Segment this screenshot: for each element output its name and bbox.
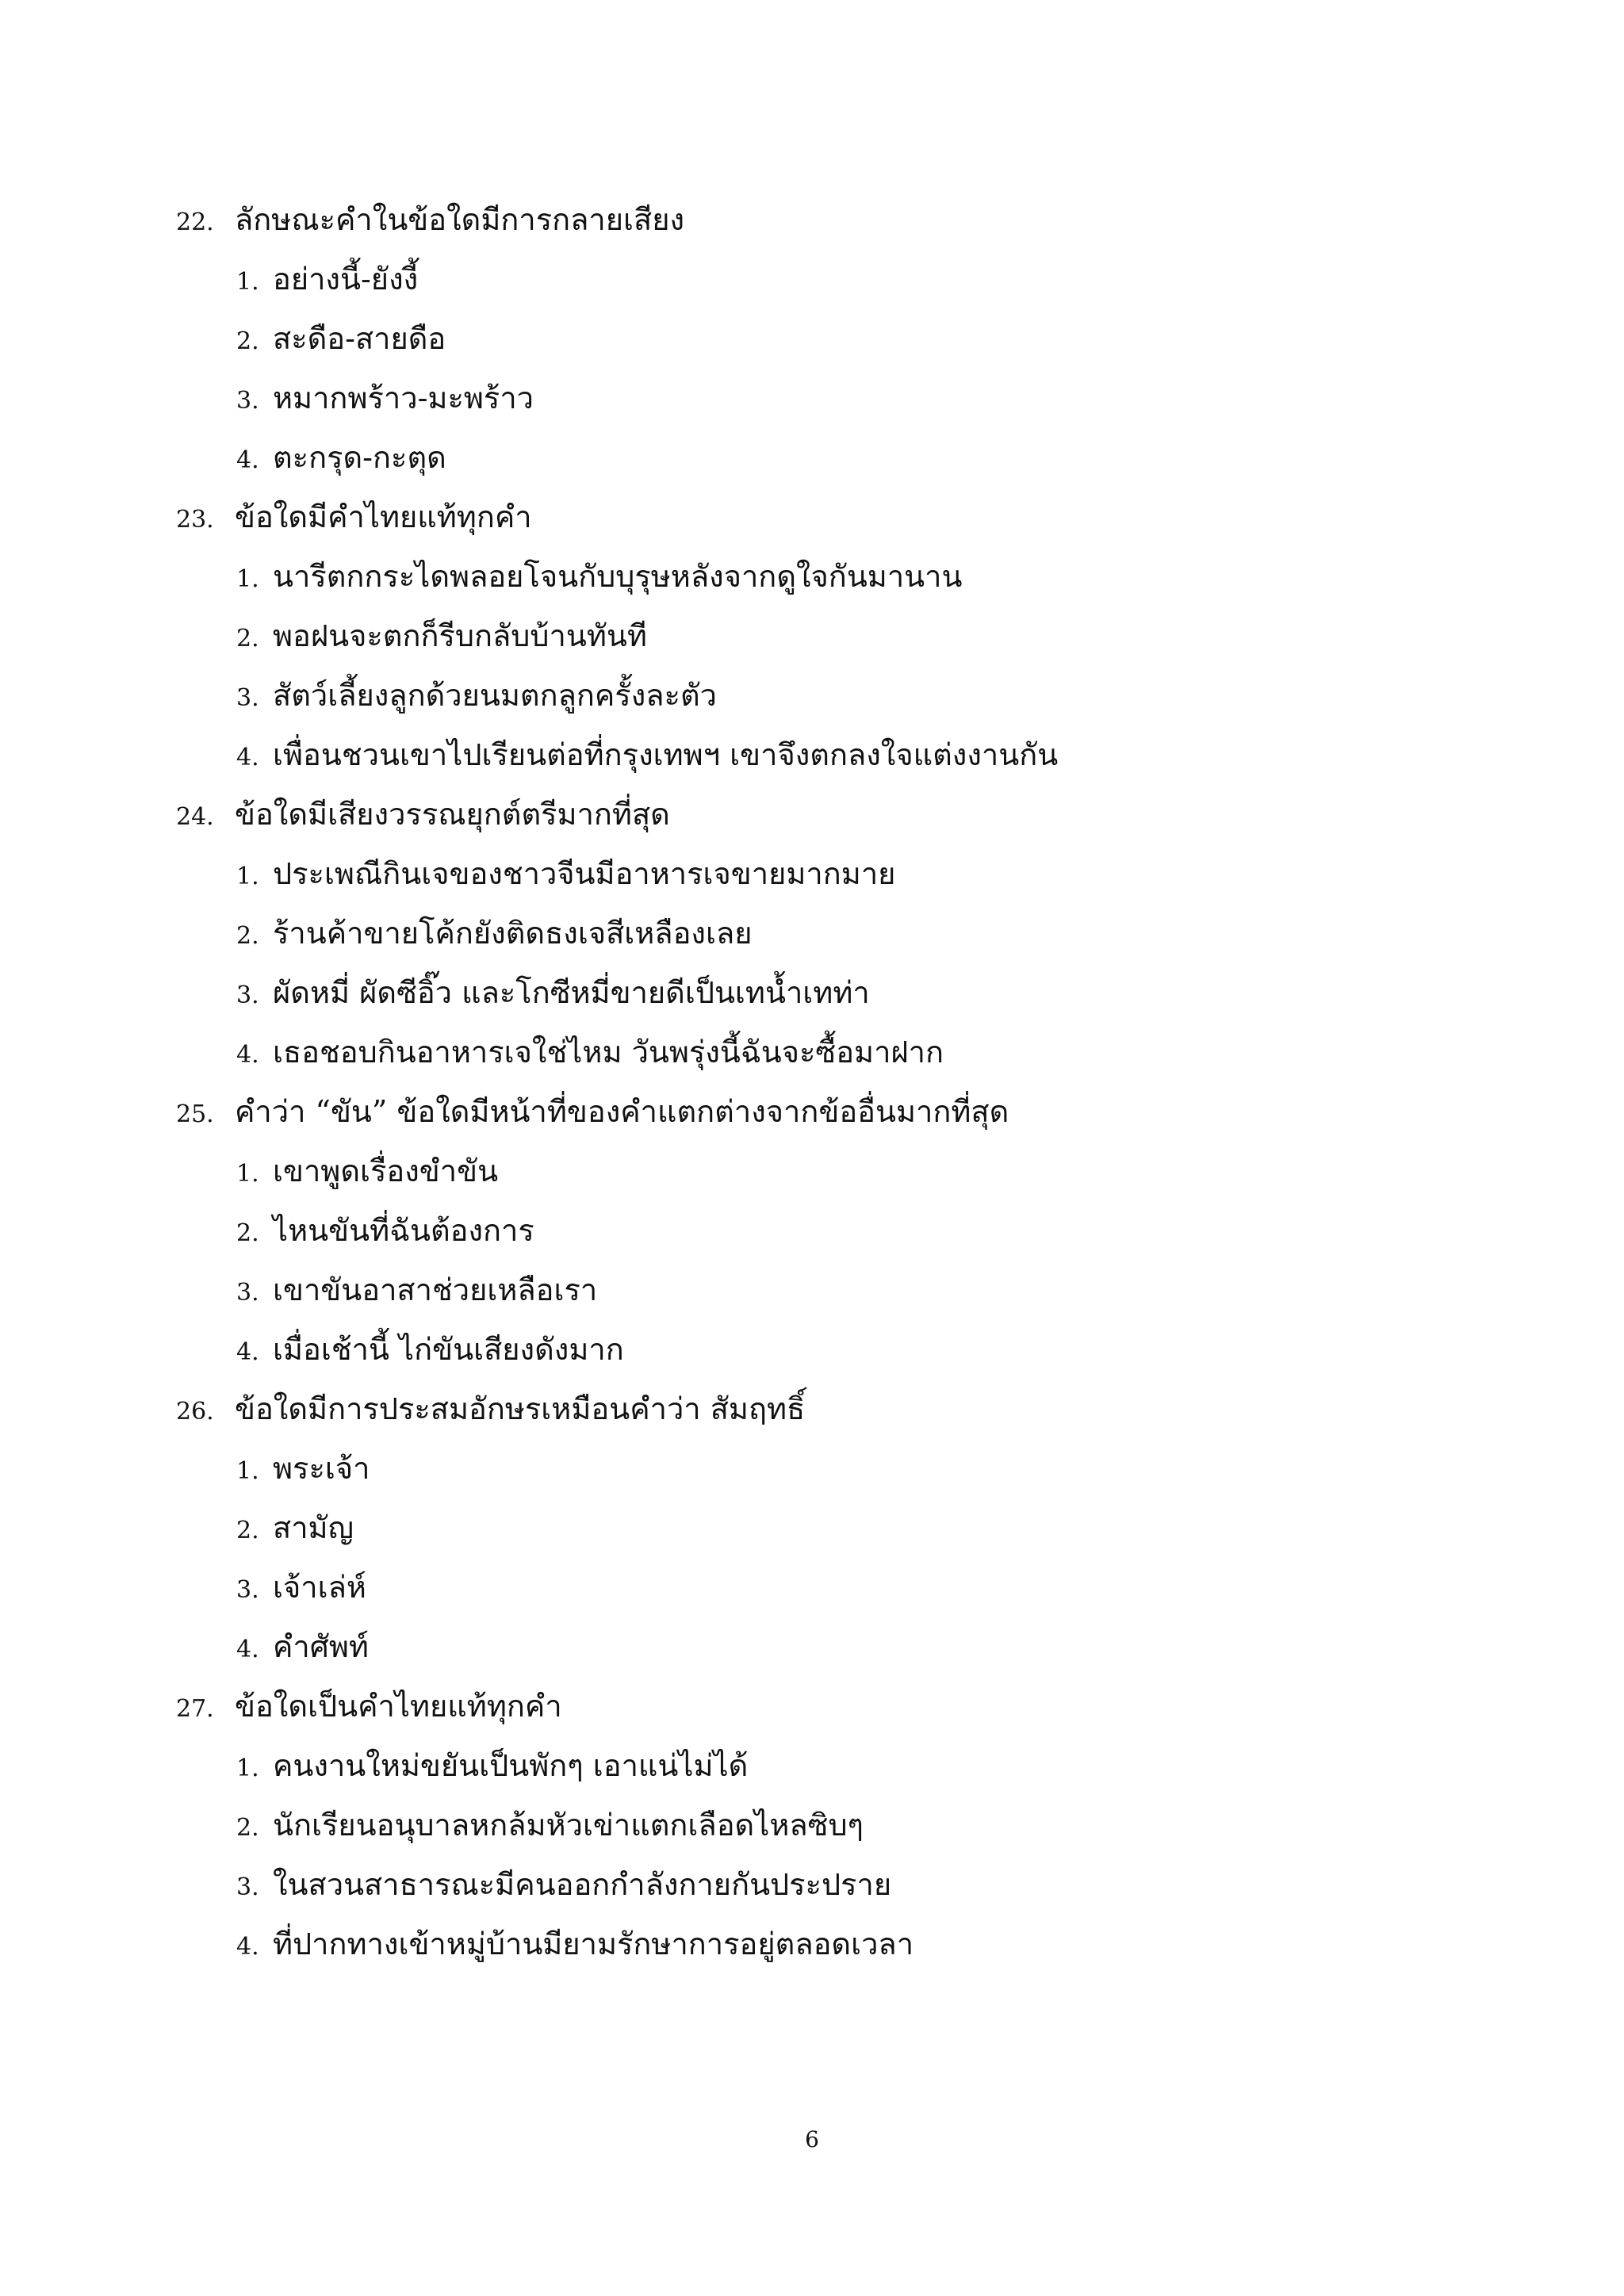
choice-number: 1. [236,1755,259,1782]
question-text: ลักษณะคำในข้อใดมีการกลายเสียง [235,202,685,237]
question-number: 27. [176,1695,214,1723]
choice-text: เพื่อนชวนเขาไปเรียนต่อที่กรุงเทพฯ เขาจึงตกลงใจแต่งงานกัน [273,737,1059,772]
choice-item [236,1439,1484,1498]
question-24 [176,785,1484,1082]
question-stem [176,1677,1484,1736]
page-number: 6 [805,2126,819,2152]
choice-number: 3. [236,1873,259,1901]
choice-number: 1. [236,1457,259,1485]
choice-number: 3. [236,684,259,712]
choice-text: เมื่อเช้านี้ ไก่ขันเสียงดังมาก [273,1332,624,1367]
choice-number: 2. [236,1517,259,1544]
choice-number: 3. [236,1576,259,1604]
choice-text: ประเพณีกินเจของชาวจีนมีอาหารเจขายมากมาย [273,856,896,891]
choice-item [236,1796,1484,1855]
choice-number: 1. [236,863,259,890]
question-stem [176,1380,1484,1439]
choice-number: 3. [236,387,259,415]
choice-number: 2. [236,1219,259,1247]
choice-text: สามัญ [273,1510,354,1545]
choice-item [236,428,1484,488]
question-list [176,190,1484,1974]
choice-item [236,1320,1484,1380]
choice-number: 2. [236,1814,259,1842]
question-text: ข้อใดเป็นคำไทยแท้ทุกคำ [235,1689,562,1724]
choice-item [236,309,1484,369]
choice-number: 4. [236,744,259,771]
choice-item [236,1498,1484,1558]
choice-text: นักเรียนอนุบาลหกล้มหัวเข่าแตกเลือดไหลซิบๆ [273,1808,864,1843]
question-text: ข้อใดมีคำไทยแท้ทุกคำ [235,499,532,534]
choice-item [236,547,1484,607]
choice-item [236,1023,1484,1082]
choice-text: ไหนขันที่ฉันต้องการ [273,1213,534,1248]
choice-text: เขาขันอาสาช่วยเหลือเรา [273,1272,598,1307]
choice-text: คำศัพท์ [273,1629,369,1664]
choice-text: เธอชอบกินอาหารเจใช่ไหม วันพรุ่งนี้ฉันจะซื้อมาฝาก [273,1035,944,1070]
choice-text: ในสวนสาธารณะมีคนออกกำลังกายกันประปราย [273,1867,892,1902]
question-number: 24. [176,803,214,831]
choice-text: ผัดหมี่ ผัดซีอิ๊ว และโกซีหมี่ขายดีเป็นเทน้ำเทท่า [273,975,870,1010]
choice-number: 1. [236,565,259,593]
choice-number: 2. [236,625,259,652]
choice-item [236,250,1484,309]
choice-number: 4. [236,446,259,474]
choice-item [236,1142,1484,1201]
choice-number: 1. [236,268,259,296]
choice-text: ร้านค้าขายโค้กยังติดธงเจสีเหลืองเลย [273,916,753,951]
question-23 [176,488,1484,785]
question-number: 26. [176,1398,214,1425]
choice-text: อย่างนี้-ยังงี้ [273,262,419,297]
choice-item [236,1915,1484,1974]
choice-item [236,369,1484,428]
question-stem [176,785,1484,844]
question-stem [176,190,1484,250]
choice-item [236,1261,1484,1320]
choice-text: พอฝนจะตกก็รีบกลับบ้านทันที [273,618,647,653]
choice-number: 4. [236,1041,259,1069]
question-26 [176,1380,1484,1677]
question-number: 22. [176,209,214,236]
choice-text: นารีตกกระไดพลอยโจนกับบุรุษหลังจากดูใจกันมานาน [273,559,963,594]
question-number: 25. [176,1100,214,1128]
choice-item [236,1855,1484,1915]
question-text: ข้อใดมีเสียงวรรณยุกต์ตรีมากที่สุด [235,797,670,832]
choice-number: 3. [236,982,259,1009]
choice-item [236,666,1484,725]
choice-number: 4. [236,1338,259,1366]
choice-item [236,725,1484,785]
choice-number: 2. [236,922,259,950]
choice-text: หมากพร้าว-มะพร้าว [273,381,534,415]
choice-item [236,607,1484,666]
choice-number: 2. [236,327,259,355]
question-stem [176,1082,1484,1142]
choice-number: 1. [236,1160,259,1188]
question-stem [176,488,1484,547]
choice-text: คนงานใหม่ขยันเป็นพักๆ เอาแน่ไม่ได้ [273,1748,749,1783]
choice-text: ที่ปากทางเข้าหมู่บ้านมียามรักษาการอยู่ตลอดเวลา [273,1927,914,1961]
choice-item [236,1736,1484,1796]
choice-item [236,844,1484,904]
question-text: ข้อใดมีการประสมอักษรเหมือนคำว่า สัมฤทธิ์ [235,1391,806,1426]
question-text: คำว่า “ขัน” ข้อใดมีหน้าที่ของคำแตกต่างจากข้ออื่นมากที่สุด [235,1094,1009,1129]
choice-text: สัตว์เลี้ยงลูกด้วยนมตกลูกครั้งละตัว [273,678,717,713]
choice-item [236,1558,1484,1617]
question-27 [176,1677,1484,1974]
choice-item [236,904,1484,963]
choice-text: เขาพูดเรื่องขำขัน [273,1154,499,1188]
choice-text: สะดือ-สายดือ [273,321,446,356]
question-number: 23. [176,506,214,534]
question-22 [176,190,1484,488]
choice-text: ตะกรุด-กะตุด [273,440,446,475]
choice-text: พระเจ้า [273,1451,370,1486]
choice-item [236,1201,1484,1261]
choice-item [236,963,1484,1023]
choice-number: 4. [236,1636,259,1663]
choice-number: 3. [236,1279,259,1307]
choice-text: เจ้าเล่ห์ [273,1570,366,1605]
choice-number: 4. [236,1933,259,1961]
question-25 [176,1082,1484,1380]
choice-item [236,1617,1484,1677]
